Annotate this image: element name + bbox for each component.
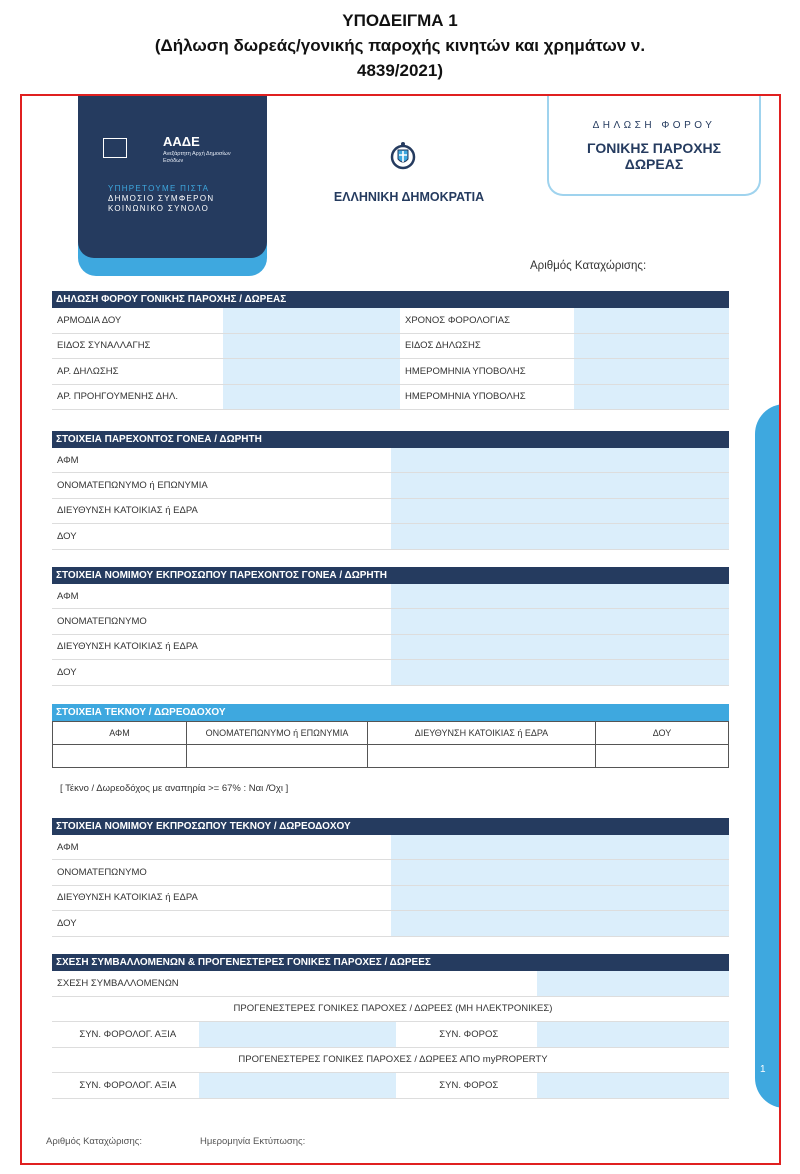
field-label: ΗΜΕΡΟΜΗΝΙΑ ΥΠΟΒΟΛΗΣ bbox=[400, 384, 574, 410]
section-recipient-representative bbox=[52, 818, 729, 937]
field-value[interactable] bbox=[574, 359, 729, 385]
tax-form-subtitle: ΔΗΛΩΣΗ ΦΟΡΟΥ bbox=[592, 120, 716, 131]
section-recipient bbox=[52, 704, 729, 768]
field-value[interactable] bbox=[596, 745, 729, 768]
field-value[interactable] bbox=[187, 745, 368, 768]
table-row bbox=[52, 524, 729, 549]
field-value[interactable] bbox=[223, 333, 400, 359]
section-relation-prior-gifts bbox=[52, 954, 729, 1099]
field-value[interactable] bbox=[391, 634, 729, 659]
tax-form-title bbox=[549, 140, 759, 172]
section-title: ΔΗΛΩΣΗ ΦΟΡΟΥ ΓΟΝΙΚΗΣ ΠΑΡΟΧΗΣ / ΔΩΡΕΑΣ bbox=[52, 291, 729, 308]
table-row bbox=[52, 1047, 729, 1073]
table-row bbox=[52, 835, 729, 860]
field-label: ΔΟΥ bbox=[52, 524, 391, 549]
tax-form-box bbox=[547, 96, 761, 196]
field-value[interactable] bbox=[391, 524, 729, 549]
donor-table bbox=[52, 448, 729, 550]
table-row bbox=[52, 609, 729, 634]
subsection-label: ΠΡΟΓΕΝΕΣΤΕΡΕΣ ΓΟΝΙΚΕΣ ΠΑΡΟΧΕΣ / ΔΩΡΕΕΣ (ΜΗ ΗΛΕΚΤΡΟΝΙΚΕΣ) bbox=[52, 996, 729, 1022]
slogan-line: ΚΟΙΝΩΝΙΚΟ ΣΥΝΟΛΟ bbox=[108, 204, 210, 213]
field-label: ΣΥΝ. ΦΟΡΟΣ bbox=[396, 1073, 537, 1099]
table-row bbox=[52, 333, 729, 359]
table-row bbox=[52, 1073, 729, 1099]
field-value[interactable] bbox=[223, 384, 400, 410]
hellenic-emblem-icon bbox=[389, 140, 417, 172]
tax-declaration-table bbox=[52, 308, 729, 410]
table-row bbox=[52, 473, 729, 498]
field-value[interactable] bbox=[391, 448, 729, 473]
page-number: 1 bbox=[760, 1064, 766, 1075]
table-row bbox=[52, 498, 729, 523]
field-label: ΗΜΕΡΟΜΗΝΙΑ ΥΠΟΒΟΛΗΣ bbox=[400, 359, 574, 385]
column-header: ΟΝΟΜΑΤΕΠΩΝΥΜΟ ή ΕΠΩΝΥΜΙΑ bbox=[187, 722, 368, 745]
registration-number-label: Αριθμός Καταχώρισης: bbox=[530, 260, 647, 272]
field-value[interactable] bbox=[368, 745, 596, 768]
field-value[interactable] bbox=[574, 333, 729, 359]
document-heading bbox=[0, 8, 800, 83]
table-row bbox=[52, 885, 729, 910]
table-row bbox=[52, 384, 729, 410]
heading-line-1: ΥΠΟΔΕΙΓΜΑ 1 bbox=[342, 11, 458, 30]
field-value[interactable] bbox=[391, 860, 729, 885]
section-title: ΣΤΟΙΧΕΙΑ ΝΟΜΙΜΟΥ ΕΚΠΡΟΣΩΠΟΥ ΠΑΡΕΧΟΝΤΟΣ ΓΟΝΕΑ / ΔΩΡΗΤΗ bbox=[52, 567, 729, 584]
field-label: ΣΥΝ. ΦΟΡΟΛΟΓ. ΑΞΙΑ bbox=[52, 1022, 199, 1048]
column-header: ΑΦΜ bbox=[53, 722, 187, 745]
field-value[interactable] bbox=[391, 584, 729, 609]
field-label: ΔΙΕΥΘΥΝΣΗ ΚΑΤΟΙΚΙΑΣ ή ΕΔΡΑ bbox=[52, 634, 391, 659]
field-value[interactable] bbox=[391, 609, 729, 634]
aade-mark-icon bbox=[103, 138, 127, 158]
table-row bbox=[52, 359, 729, 385]
field-label: ΧΡΟΝΟΣ ΦΟΡΟΛΟΓΙΑΣ bbox=[400, 308, 574, 333]
footer-registration-label: Αριθμός Καταχώρισης: bbox=[46, 1136, 142, 1147]
field-label: ΣΥΝ. ΦΟΡΟΣ bbox=[396, 1022, 537, 1048]
field-value[interactable] bbox=[199, 1022, 396, 1048]
slogan-line: ΥΠΗΡΕΤΟΥΜΕ ΠΙΣΤΑ bbox=[108, 184, 210, 193]
side-tab bbox=[755, 404, 781, 1108]
field-value[interactable] bbox=[537, 1022, 729, 1048]
table-header-row bbox=[53, 722, 729, 745]
field-value[interactable] bbox=[574, 308, 729, 333]
field-label: ΑΦΜ bbox=[52, 448, 391, 473]
table-row bbox=[52, 971, 729, 996]
republic-title: ΕΛΛΗΝΙΚΗ ΔΗΜΟΚΡΑΤΙΑ bbox=[333, 190, 485, 204]
field-label: ΑΡ. ΠΡΟΗΓΟΥΜΕΝΗΣ ΔΗΛ. bbox=[52, 384, 223, 410]
subsection-label: ΠΡΟΓΕΝΕΣΤΕΡΕΣ ΓΟΝΙΚΕΣ ΠΑΡΟΧΕΣ / ΔΩΡΕΕΣ ΑΠΟ myPROPERTY bbox=[52, 1047, 729, 1073]
aade-logo bbox=[78, 96, 267, 258]
table-row bbox=[52, 308, 729, 333]
column-header: ΔΟΥ bbox=[596, 722, 729, 745]
section-donor-representative bbox=[52, 567, 729, 686]
column-header: ΔΙΕΥΘΥΝΣΗ ΚΑΤΟΙΚΙΑΣ ή ΕΔΡΑ bbox=[368, 722, 596, 745]
table-row bbox=[52, 634, 729, 659]
field-value[interactable] bbox=[391, 911, 729, 936]
table-row bbox=[52, 1022, 729, 1048]
heading-line-2: (Δήλωση δωρεάς/γονικής παροχής κινητών και χρημάτων ν. bbox=[154, 36, 646, 55]
relation-table bbox=[52, 971, 729, 1099]
field-label: ΔΟΥ bbox=[52, 660, 391, 685]
section-title: ΣΧΕΣΗ ΣΥΜΒΑΛΛΟΜΕΝΩΝ & ΠΡΟΓΕΝΕΣΤΕΡΕΣ ΓΟΝΙΚΕΣ ΠΑΡΟΧΕΣ / ΔΩΡΕΕΣ bbox=[52, 954, 729, 971]
form-page bbox=[20, 94, 781, 1165]
donor-representative-table bbox=[52, 584, 729, 686]
disability-note: [ Τέκνο / Δωρεοδόχος με αναπηρία >= 67% : Ναι /Όχι ] bbox=[60, 783, 289, 794]
section-tax-declaration bbox=[52, 291, 729, 410]
footer-print-date-label: Ημερομηνία Εκτύπωσης: bbox=[200, 1136, 306, 1147]
aade-slogan bbox=[108, 184, 268, 214]
field-label: ΑΡΜΟΔΙΑ ΔΟΥ bbox=[52, 308, 223, 333]
section-title: ΣΤΟΙΧΕΙΑ ΤΕΚΝΟΥ / ΔΩΡΕΟΔΟΧΟΥ bbox=[52, 704, 729, 721]
field-label: ΟΝΟΜΑΤΕΠΩΝΥΜΟ bbox=[52, 609, 391, 634]
field-label: ΑΦΜ bbox=[52, 584, 391, 609]
recipient-table bbox=[52, 721, 729, 768]
table-row bbox=[52, 911, 729, 936]
table-row bbox=[52, 448, 729, 473]
field-value[interactable] bbox=[199, 1073, 396, 1099]
tax-form-title-line: ΓΟΝΙΚΗΣ ΠΑΡΟΧΗΣ bbox=[586, 140, 722, 156]
field-label: ΔΙΕΥΘΥΝΣΗ ΚΑΤΟΙΚΙΑΣ ή ΕΔΡΑ bbox=[52, 498, 391, 523]
slogan-line: ΔΗΜΟΣΙΟ ΣΥΜΦΕΡΟΝ bbox=[108, 194, 215, 203]
field-value[interactable] bbox=[574, 384, 729, 410]
recipient-representative-table bbox=[52, 835, 729, 937]
table-row bbox=[52, 584, 729, 609]
field-value[interactable] bbox=[391, 498, 729, 523]
tax-form-title-line: ΔΩΡΕΑΣ bbox=[624, 156, 684, 172]
table-row bbox=[53, 745, 729, 768]
field-label: ΕΙΔΟΣ ΣΥΝΑΛΛΑΓΗΣ bbox=[52, 333, 223, 359]
field-label: ΣΥΝ. ΦΟΡΟΛΟΓ. ΑΞΙΑ bbox=[52, 1073, 199, 1099]
field-value[interactable] bbox=[391, 835, 729, 860]
section-donor bbox=[52, 431, 729, 550]
table-row bbox=[52, 860, 729, 885]
field-label: ΔΙΕΥΘΥΝΣΗ ΚΑΤΟΙΚΙΑΣ ή ΕΔΡΑ bbox=[52, 885, 391, 910]
field-label: ΟΝΟΜΑΤΕΠΩΝΥΜΟ bbox=[52, 860, 391, 885]
field-label: ΕΙΔΟΣ ΔΗΛΩΣΗΣ bbox=[400, 333, 574, 359]
field-value[interactable] bbox=[391, 473, 729, 498]
table-row bbox=[52, 660, 729, 685]
field-label: ΔΟΥ bbox=[52, 911, 391, 936]
field-label: ΑΡ. ΔΗΛΩΣΗΣ bbox=[52, 359, 223, 385]
heading-line-3: 4839/2021) bbox=[356, 61, 444, 80]
field-value[interactable] bbox=[53, 745, 187, 768]
table-row bbox=[52, 996, 729, 1022]
field-value[interactable] bbox=[391, 885, 729, 910]
aade-subtitle: Ανεξάρτητη Αρχή Δημοσίων Εσόδων bbox=[163, 151, 231, 164]
field-label: ΑΦΜ bbox=[52, 835, 391, 860]
field-label: ΟΝΟΜΑΤΕΠΩΝΥΜΟ ή ΕΠΩΝΥΜΙΑ bbox=[52, 473, 391, 498]
aade-name: ΑΑΔΕ bbox=[163, 134, 200, 149]
field-value[interactable] bbox=[223, 359, 400, 385]
field-label: ΣΧΕΣΗ ΣΥΜΒΑΛΛΟΜΕΝΩΝ bbox=[52, 971, 537, 996]
field-value[interactable] bbox=[223, 308, 400, 333]
field-value[interactable] bbox=[537, 1073, 729, 1099]
field-value[interactable] bbox=[537, 971, 729, 996]
field-value[interactable] bbox=[391, 660, 729, 685]
section-title: ΣΤΟΙΧΕΙΑ ΠΑΡΕΧΟΝΤΟΣ ΓΟΝΕΑ / ΔΩΡΗΤΗ bbox=[52, 431, 729, 448]
section-title: ΣΤΟΙΧΕΙΑ ΝΟΜΙΜΟΥ ΕΚΠΡΟΣΩΠΟΥ ΤΕΚΝΟΥ / ΔΩΡΕΟΔΟΧΟΥ bbox=[52, 818, 729, 835]
